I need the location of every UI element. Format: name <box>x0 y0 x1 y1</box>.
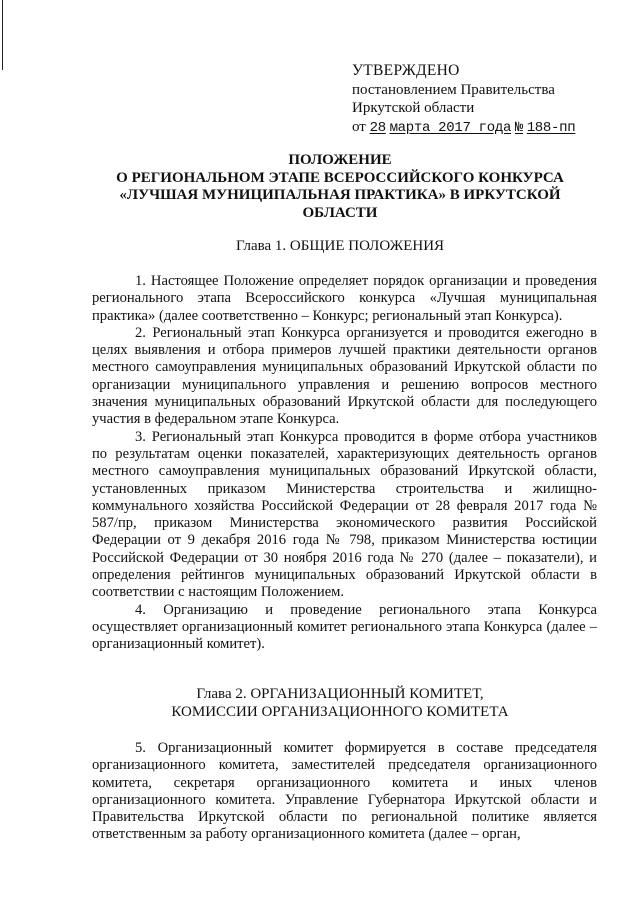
page-edge-line <box>2 0 3 70</box>
title-line: «ЛУЧШАЯ МУНИЦИПАЛЬНАЯ ПРАКТИКА» В ИРКУТСКОЙ <box>119 187 561 203</box>
chapter-heading-line: КОМИССИИ ОРГАНИЗАЦИОННОГО КОМИТЕТА <box>171 703 509 720</box>
number-sign: № <box>514 119 523 136</box>
chapter-1-body <box>92 273 597 654</box>
date-prefix: от <box>352 118 366 135</box>
chapter-2-heading <box>80 686 600 721</box>
decree-number: 188-пп <box>526 119 576 136</box>
chapter-heading-line: Глава 1. ОБЩИЕ ПОЛОЖЕНИЯ <box>235 238 445 254</box>
paragraph-3: 3. Региональный этап Конкурса проводится в форме отбора участников по результатам оценки показателей, характеризующих деятельность органов местного самоуправления муниципальных образований Иркутской области, установленных приказом Министерства строительства и жилищно-коммунального хозяйства Российской Федерации от 28 февраля 2017 года № 587/пр, приказом Министерства экономического развития Российской Федерации от 9 декабря 2016 года № 798, приказом Министерства юстиции Российской Федерации от 30 ноября 2016 года № 270 (далее – показатели), и определения рейтингов муниципальных образований Иркутской области в соответствии с настоящим Положением. <box>92 428 597 601</box>
paragraph-1: 1. Настоящее Положение определяет порядок организации и проведения регионального этапа Всероссийского конкурса «Лучшая муниципальная практика» (далее соответственно – Конкурс; региональный этап Конкурса). <box>92 273 597 324</box>
approval-date-line <box>352 118 622 138</box>
title-line: ОБЛАСТИ <box>302 204 378 221</box>
chapter-1-heading <box>80 238 600 256</box>
date-day: 28 <box>369 119 386 136</box>
title-line: ПОЛОЖЕНИЕ <box>288 152 392 168</box>
title-line: О РЕГИОНАЛЬНОМ ЭТАПЕ ВСЕРОССИЙСКОГО КОНКУРСА <box>116 169 564 186</box>
approval-line-2: Иркутской области <box>352 100 475 116</box>
approval-stamp <box>352 62 622 137</box>
paragraph-5: 5. Организационный комитет формируется в составе председателя организационного комитета, заместителей председателя организационного комитета, секретаря организационного комитета и иных членов организационного комитета. Управление Губернатора Иркутской области и Правительства Иркутской области по региональной политике является ответственным за работу организационного комитета (далее – орган, <box>92 740 597 843</box>
date-rest: марта 2017 года <box>389 119 512 136</box>
approval-line-1: постановлением Правительства <box>352 81 555 98</box>
paragraph-4: 4. Организацию и проведение регионального этапа Конкурса осуществляет организационный комитет регионального этапа Конкурса (далее – организационный комитет). <box>92 601 597 653</box>
chapter-2-body <box>92 740 597 844</box>
chapter-heading-line: Глава 2. ОРГАНИЗАЦИОННЫЙ КОМИТЕТ, <box>196 686 484 702</box>
approved-label: УТВЕРЖДЕНО <box>352 62 460 79</box>
paragraph-2: 2. Региональный этап Конкурса организуется и проводится ежегодно в целях выявления и отбора примеров лучшей практики деятельности органов местного самоуправления муниципальных образований Иркутской области по организации муниципального управления и решению вопросов местного значения муниципальных образований Иркутской области для последующего участия в федеральном этапе Конкурса. <box>92 324 597 428</box>
document-title <box>80 152 600 222</box>
